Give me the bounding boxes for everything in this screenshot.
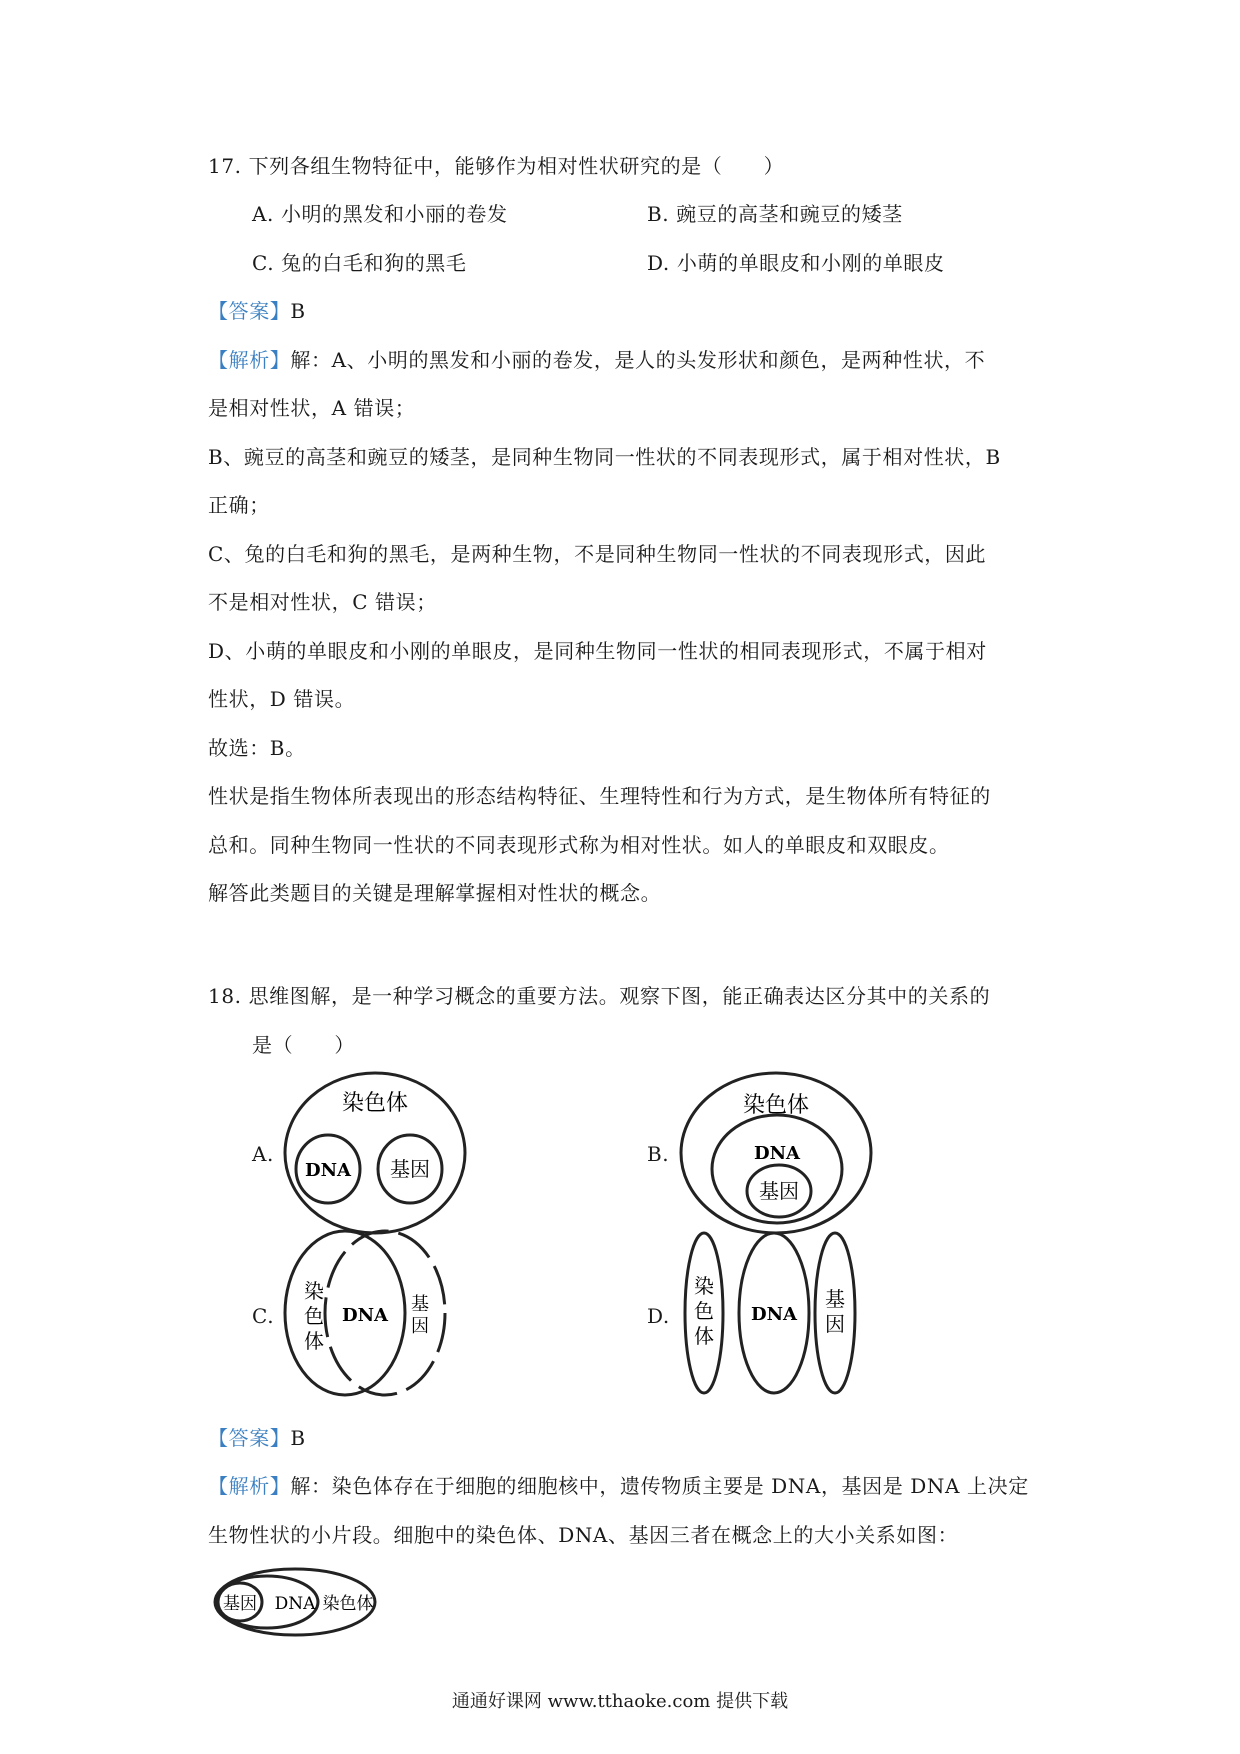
analysis-text: 解：染色体存在于细胞的细胞核中，遗传物质主要是 DNA，基因是 DNA 上决定 <box>290 1474 1029 1498</box>
q18-option-b-label: B. <box>647 1142 670 1166</box>
q17-option-d: D. 小萌的单眼皮和小刚的单眼皮 <box>647 251 945 275</box>
chromosome-label: 染色体 <box>322 1594 374 1614</box>
gene-label: 基因 <box>759 1179 799 1203</box>
q17-analysis-line-1: 是相对性状，A 错误； <box>208 396 416 420</box>
gene-label: 基因 <box>390 1157 430 1181</box>
chromosome-label: 染色体 <box>341 1091 409 1116</box>
analysis-text: 解：A、小明的黑发和小丽的卷发，是人的头发形状和颜色，是两种性状，不 <box>290 348 986 372</box>
q18-option-d-label: D. <box>647 1304 670 1328</box>
q18-stem-line-2: 是（ ） <box>252 1033 355 1057</box>
analysis-tag: 【解析】 <box>208 1474 291 1498</box>
answer-value: B <box>290 299 306 323</box>
q18-analysis-line-1: 生物性状的小片段。细胞中的染色体、DNA、基因三者在概念上的大小关系如图： <box>208 1523 959 1547</box>
q17-analysis-line-7: 性状，D 错误。 <box>208 687 356 711</box>
q17-option-b: B. 豌豆的高茎和豌豆的矮茎 <box>647 202 903 226</box>
q18-analysis-line-0 <box>208 1472 1029 1500</box>
q17-option-a: A. 小明的黑发和小丽的卷发 <box>252 202 508 226</box>
gene-char-2: 因 <box>825 1312 845 1336</box>
answer-tag: 【答案】 <box>208 299 291 323</box>
figure-d <box>682 1228 862 1402</box>
gene-char-2: 因 <box>411 1316 429 1337</box>
gene-char-1: 基 <box>411 1294 429 1315</box>
q17-analysis-line-4: C、兔的白毛和狗的黑毛，是两种生物，不是同种生物同一性状的不同表现形式，因此 <box>208 542 987 566</box>
q18-answer <box>208 1424 306 1452</box>
dna-label: DNA <box>753 1143 801 1164</box>
answer-tag: 【答案】 <box>208 1426 291 1450</box>
q17-analysis-line-5: 不是相对性状，C 错误； <box>208 590 437 614</box>
chromosome-char-1: 染 <box>694 1274 714 1298</box>
chromosome-char-2: 色 <box>694 1299 714 1323</box>
q17-answer <box>208 297 306 325</box>
dna-label: DNA <box>274 1594 316 1614</box>
dna-label: DNA <box>341 1305 389 1326</box>
figure-b <box>676 1068 876 1242</box>
q17-analysis-line-8: 故选：B。 <box>208 736 306 760</box>
gene-char-1: 基 <box>825 1287 845 1311</box>
q17-analysis-line-0 <box>208 346 985 374</box>
chromosome-char-3: 体 <box>304 1329 324 1353</box>
figure-a <box>280 1068 470 1242</box>
q17-stem: 17. 下列各组生物特征中，能够作为相对性状研究的是（ ） <box>208 154 785 178</box>
answer-value: B <box>290 1426 306 1450</box>
q18-stem-line-1: 18. 思维图解，是一种学习概念的重要方法。观察下图，能正确表达区分其中的关系的 <box>208 984 991 1008</box>
q17-analysis-line-3: 正确； <box>208 493 270 517</box>
q18-option-c-label: C. <box>252 1304 275 1328</box>
chromosome-char-3: 体 <box>694 1324 714 1348</box>
chromosome-char-1: 染 <box>304 1279 324 1303</box>
q17-option-c: C. 兔的白毛和狗的黑毛 <box>252 251 467 275</box>
footer: 通通好课网 www.tthaoke.com 提供下载 <box>451 1691 789 1712</box>
chromosome-label: 染色体 <box>742 1093 810 1118</box>
q17-analysis-line-6: D、小萌的单眼皮和小刚的单眼皮，是同种生物同一性状的相同表现形式，不属于相对 <box>208 639 987 663</box>
dna-circle <box>712 1115 842 1223</box>
q18-option-a-label: A. <box>252 1142 275 1166</box>
q17-analysis-line-2: B、豌豆的高茎和豌豆的矮茎，是同种生物同一性状的不同表现形式，属于相对性状，B <box>208 445 1001 469</box>
q17-analysis-line-9: 性状是指生物体所表现出的形态结构特征、生理特性和行为方式，是生物体所有特征的 <box>208 784 991 808</box>
analysis-tag: 【解析】 <box>208 348 291 372</box>
q17-analysis-line-11: 解答此类题目的关键是理解掌握相对性状的概念。 <box>208 881 662 905</box>
dna-label: DNA <box>750 1304 798 1325</box>
gene-label: 基因 <box>223 1594 257 1614</box>
q17-analysis-line-10: 总和。同种生物同一性状的不同表现形式称为相对性状。如人的单眼皮和双眼皮。 <box>208 833 950 857</box>
explanation-figure <box>212 1564 382 1644</box>
dna-label: DNA <box>304 1160 352 1181</box>
chromosome-char-2: 色 <box>304 1304 324 1328</box>
figure-c <box>280 1228 460 1402</box>
